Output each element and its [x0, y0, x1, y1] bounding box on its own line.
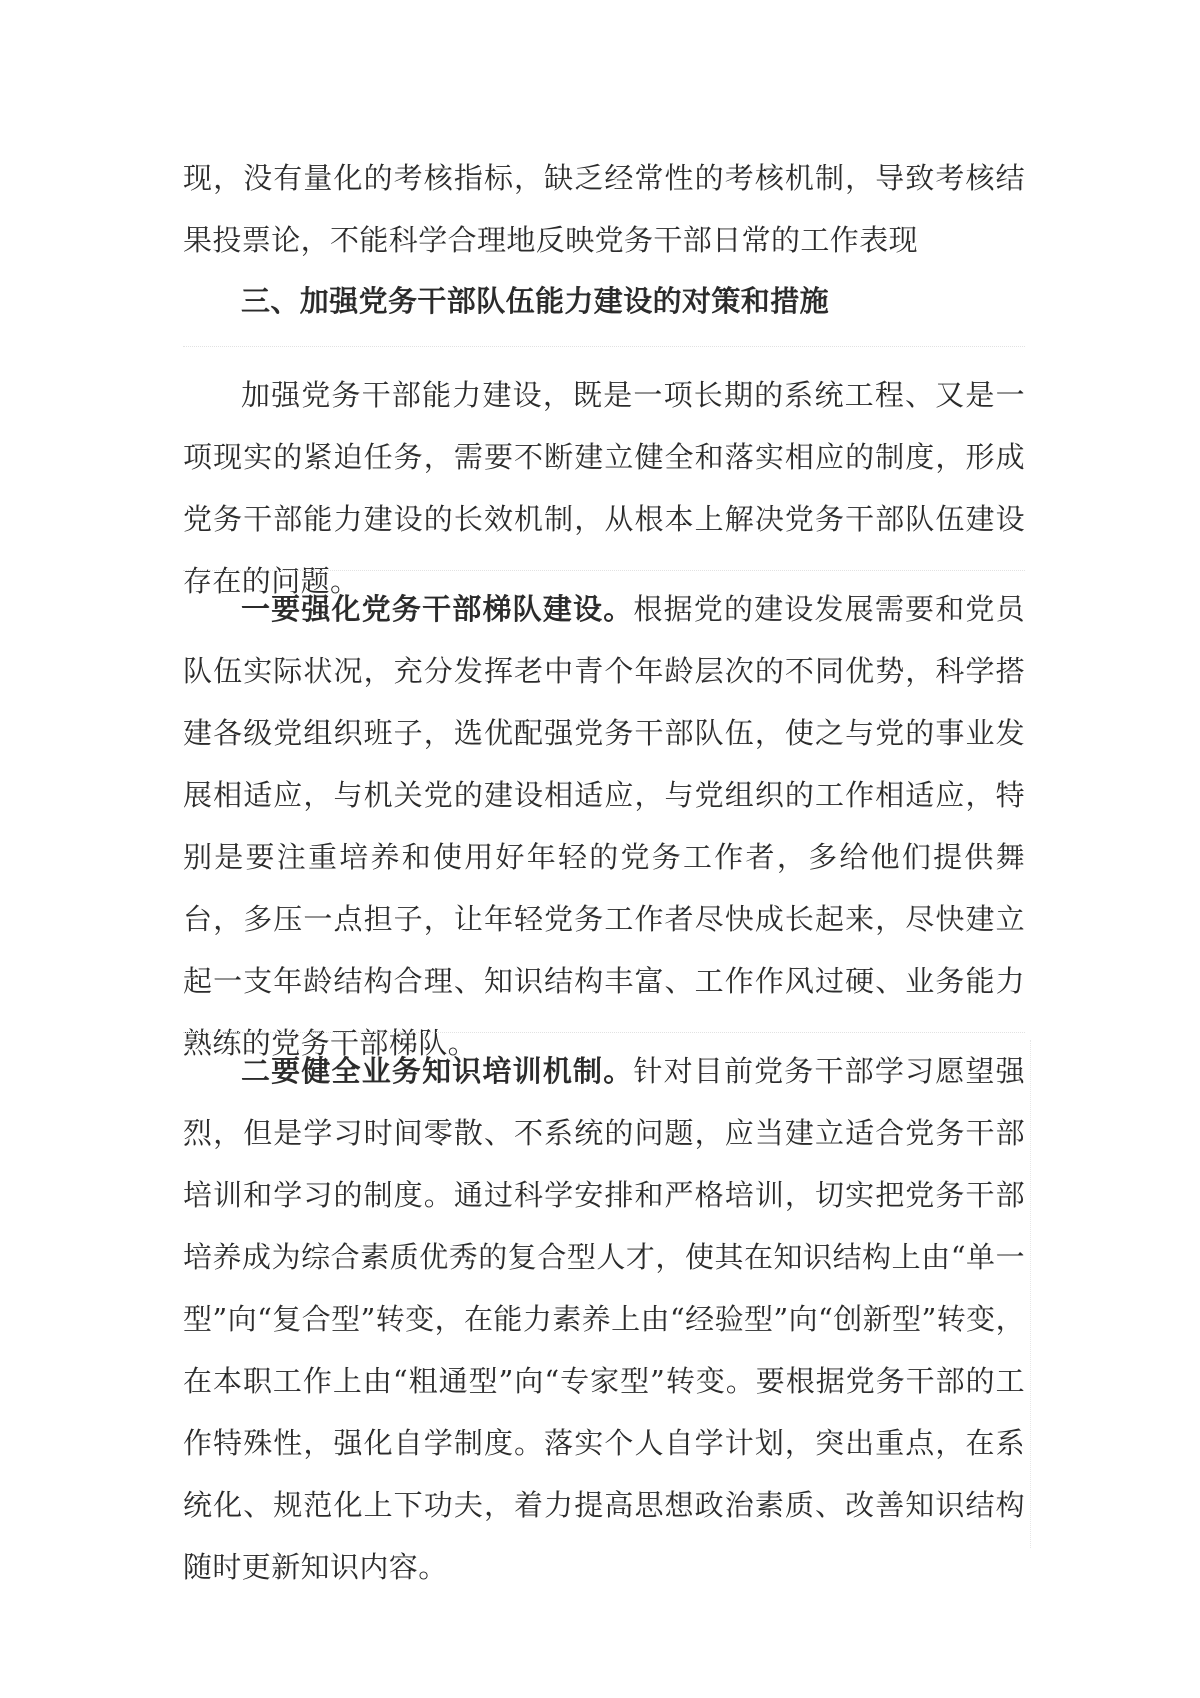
intro-paragraph: 加强党务干部能力建设，既是一项长期的系统工程、又是一项现实的紧迫任务，需要不断建立健全和落实相应的制度，形成党务干部能力建设的长效机制，从根本上解决党务干部队伍建设存在的问题。: [183, 378, 1025, 598]
continuation-paragraph: 现，没有量化的考核指标，缺乏经常性的考核机制，导致考核结果投票论，不能科学合理地反映党务干部日常的工作表现: [183, 161, 1025, 257]
separator: [183, 1032, 1025, 1033]
margin-guide: [1030, 1040, 1031, 1548]
point-2-paragraph: [183, 1040, 1025, 1598]
point-1-lead: 一要强化党务干部梯队建设。: [241, 592, 634, 626]
separator: [183, 346, 1025, 347]
point-1-paragraph: [183, 578, 1025, 1074]
point-1-body: 根据党的建设发展需要和党员队伍实际状况，充分发挥老中青个年龄层次的不同优势，科学搭建各级党组织班子，选优配强党务干部队伍，使之与党的事业发展相适应，与机关党的建设相适应，与党组织的工作相适应，特别是要注重培养和使用好年轻的党务工作者，多给他们提供舞台，多压一点担子，让年轻党务工作者尽快成长起来，尽快建立起一支年龄结构合理、知识结构丰富、工作作风过硬、业务能力熟练的党务干部梯队。: [183, 592, 1025, 1060]
point-2-lead: 二要健全业务知识培训机制。: [241, 1054, 634, 1088]
point-2-body: 针对目前党务干部学习愿望强烈，但是学习时间零散、不系统的问题，应当建立适合党务干部培训和学习的制度。通过科学安排和严格培训，切实把党务干部培养成为综合素质优秀的复合型人才，使其在知识结构上由“单一型”向“复合型”转变，在能力素养上由“经验型”向“创新型”转变，在本职工作上由“粗通型”向“专家型”转变。要根据党务干部的工作特殊性，强化自学制度。落实个人自学计划，突出重点，在系统化、规范化上下功夫，着力提高思想政治素质、改善知识结构随时更新知识内容。: [183, 1054, 1025, 1584]
section-heading: 三、加强党务干部队伍能力建设的对策和措施: [241, 284, 830, 318]
separator: [183, 570, 1025, 571]
